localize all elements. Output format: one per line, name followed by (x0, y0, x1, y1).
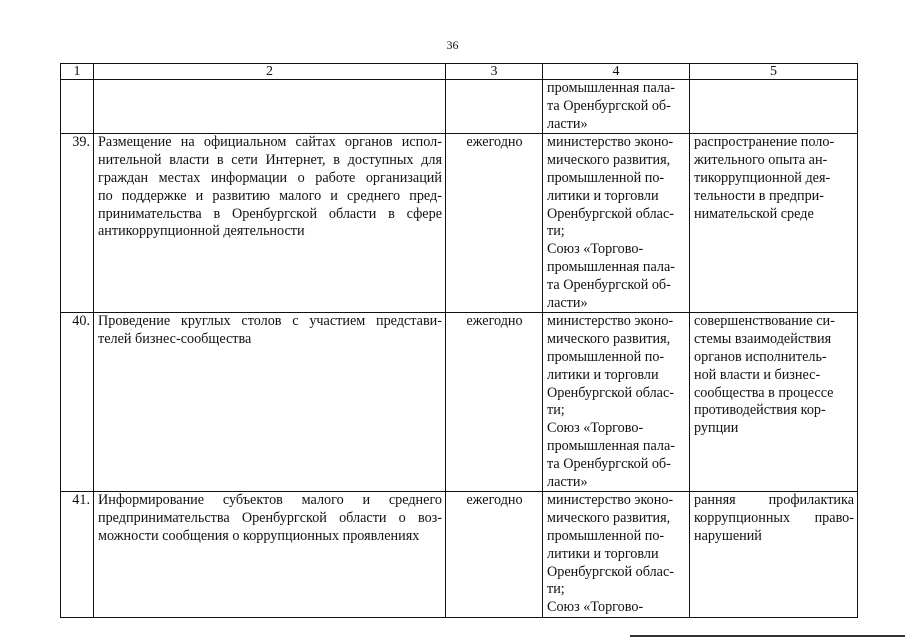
result-line: распространение поло- (694, 134, 835, 151)
result-line: совершенствование си- (694, 313, 835, 330)
continuation-result-cell (690, 80, 858, 134)
executor-line: Союз «Торгово- (547, 241, 644, 258)
executor-line: Оренбургской облас- (547, 384, 674, 401)
executor-line: ти; (547, 581, 565, 598)
row-number: 41. (61, 492, 94, 618)
executor-line: ти; (547, 223, 565, 240)
period-cell: ежегодно (446, 313, 543, 492)
table-row (61, 313, 858, 492)
result-line: тельности в предпри- (694, 187, 824, 204)
result-line: коррупционных право- (694, 510, 854, 527)
continuation-executor-cell (543, 80, 690, 134)
result-line: ранняя профилактика (694, 492, 854, 509)
executor-line: мического развития, (547, 510, 671, 527)
executor-line: ласти» (547, 115, 588, 132)
executor-line: министерство эконо- (547, 492, 674, 509)
result-line: ной власти и бизнес- (694, 366, 821, 383)
row-number: 39. (61, 134, 94, 313)
executor-cell (543, 313, 690, 492)
executor-line: министерство эконо- (547, 134, 674, 151)
result-line: нарушений (694, 527, 762, 544)
result-line: рупции (694, 420, 739, 437)
event-line: Информирование субъектов малого и среднего (98, 492, 442, 509)
bottom-rule (630, 635, 905, 637)
period-cell: ежегодно (446, 134, 543, 313)
executor-line: промышленной по- (547, 348, 665, 365)
result-line: сообщества в процессе (694, 384, 834, 401)
executor-line: литики и торговли (547, 366, 659, 383)
executor-line: промышленной по- (547, 527, 665, 544)
executor-cell (543, 134, 690, 313)
event-line: по поддержке и развитию малого и среднего пред- (98, 187, 442, 204)
result-cell (690, 313, 858, 492)
header-col-4: 4 (543, 64, 690, 80)
executor-line: та Оренбургской об- (547, 455, 671, 472)
result-cell (690, 134, 858, 313)
executor-line: Оренбургской облас- (547, 563, 674, 580)
result-line: стемы взаимодействия (694, 331, 832, 348)
header-col-5: 5 (690, 64, 858, 80)
event-line: граждан местах информации о работе организаций (98, 169, 442, 186)
event-line: предпринимательства Оренбургской области о воз- (98, 510, 442, 527)
continuation-row (61, 80, 858, 134)
header-col-3: 3 (446, 64, 543, 80)
executor-line: Оренбургской облас- (547, 205, 674, 222)
table-header-row (61, 64, 858, 80)
event-cell (94, 134, 446, 313)
event-line: принимательства в Оренбургской области в сфере (98, 205, 442, 222)
row-number: 40. (61, 313, 94, 492)
executor-line: ласти» (547, 294, 588, 311)
continuation-event-cell (94, 80, 446, 134)
executor-line: литики и торговли (547, 545, 659, 562)
executor-line: та Оренбургской об- (547, 97, 671, 114)
period-cell: ежегодно (446, 492, 543, 618)
executor-line: промышленная пала- (547, 437, 675, 454)
executor-line: промышленной по- (547, 169, 665, 186)
event-cell (94, 492, 446, 618)
result-line: жительного опыта ан- (694, 152, 828, 169)
executor-line: ти; (547, 402, 565, 419)
executor-line: ласти» (547, 473, 588, 490)
table-row (61, 492, 858, 618)
continuation-num-cell (61, 80, 94, 134)
executor-line: литики и торговли (547, 187, 659, 204)
executor-line: мического развития, (547, 152, 671, 169)
measures-table (60, 63, 858, 618)
executor-line: Союз «Торгово- (547, 420, 644, 437)
event-line: антикоррупционной деятельности (98, 223, 305, 240)
continuation-period-cell (446, 80, 543, 134)
result-line: тикоррупционной дея- (694, 169, 831, 186)
executor-line: промышленная пала- (547, 258, 675, 275)
event-line: телей бизнес-сообщества (98, 331, 252, 348)
result-line: противодействия кор- (694, 402, 826, 419)
result-line: нимательской среде (694, 205, 814, 222)
event-line: нительной власти в сети Интернет, в доступных для (98, 152, 442, 169)
result-cell (690, 492, 858, 618)
table-row (61, 134, 858, 313)
page-number: 36 (446, 38, 459, 52)
executor-line: мического развития, (547, 331, 671, 348)
event-line: Размещение на официальном сайтах органов испол- (98, 134, 442, 151)
executor-line: Союз «Торгово- (547, 599, 644, 616)
event-line: можности сообщения о коррупционных проявлениях (98, 527, 420, 544)
header-col-2: 2 (94, 64, 446, 80)
event-cell (94, 313, 446, 492)
executor-line: промышленная пала- (547, 80, 675, 96)
result-line: органов исполнитель- (694, 348, 827, 365)
header-col-1: 1 (61, 64, 94, 80)
executor-cell (543, 492, 690, 618)
executor-line: та Оренбургской об- (547, 276, 671, 293)
executor-line: министерство эконо- (547, 313, 674, 330)
event-line: Проведение круглых столов с участием представи- (98, 313, 442, 330)
